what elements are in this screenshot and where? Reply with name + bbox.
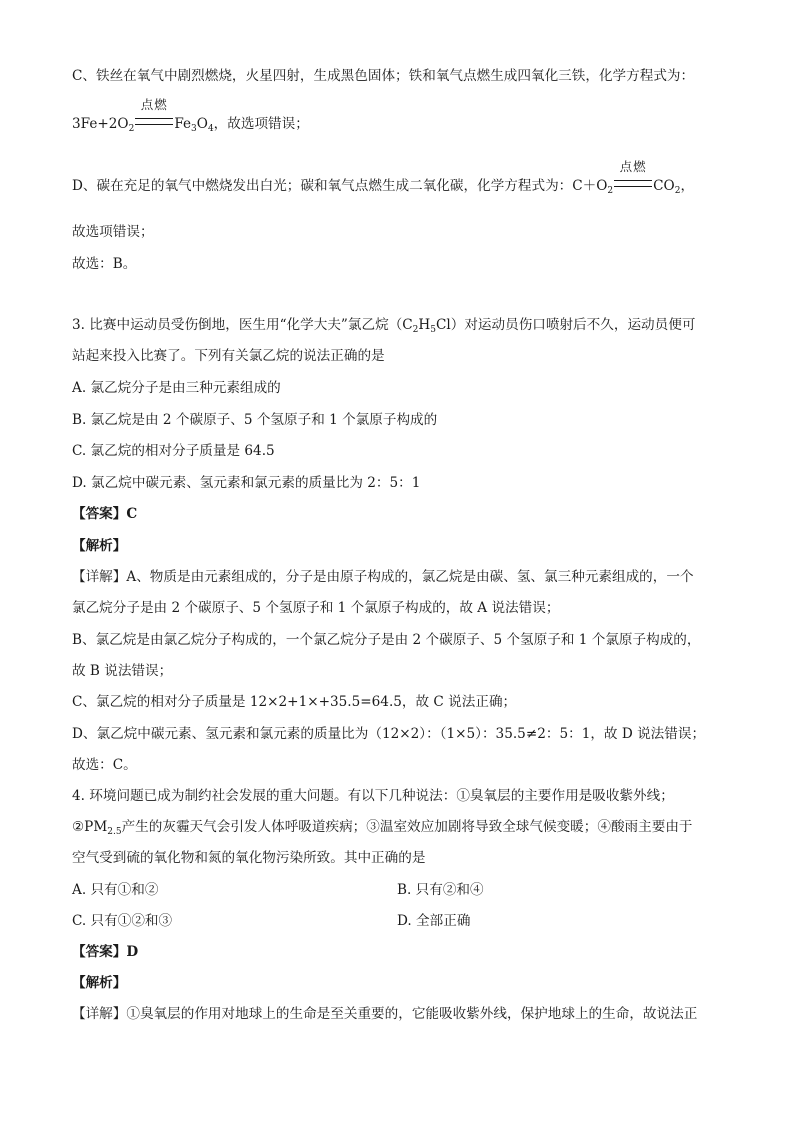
q3-option-a: A. 氯乙烷分子是由三种元素组成的 <box>72 380 281 396</box>
option-d-text: D、碳在充足的氧气中燃烧发出白光；碳和氧气点燃生成二氧化碳，化学方程式为： <box>72 178 573 194</box>
reaction-condition: 点燃 <box>619 159 647 174</box>
q3-detail-line: 故 B 说法错误； <box>72 663 173 679</box>
q4-answer: 【答案】D <box>72 944 139 960</box>
q3-stem-line1: 3. 比赛中运动员受伤倒地，医生用“化学大夫”氯乙烷$(C_2H_5Cl)$对运动员伤口喷射后不久，运动员便可 <box>72 317 696 335</box>
equation-rhs: $CO_2$ <box>653 178 681 196</box>
option-c-tail: ，故选项错误； <box>213 116 309 132</box>
reaction-arrow <box>614 159 652 196</box>
q4-option-b: B. 只有②和④ <box>397 882 484 898</box>
reaction-condition: 点燃 <box>140 97 168 112</box>
previous-choice: 故选：B。 <box>72 256 137 272</box>
q4-stem-line3: 空气受到硫的氧化物和氮的氧化物污染所致。其中正确的是 <box>72 850 426 866</box>
q3-option-c: C. 氯乙烷的相对分子质量是 64.5 <box>72 443 275 459</box>
equation-lhs: $3Fe+2O_2$ <box>72 116 135 134</box>
q3-answer: 【答案】C <box>72 506 138 522</box>
option-d-tail: ， <box>680 178 695 194</box>
option-d-line2: 故选项错误； <box>72 224 154 240</box>
q4-analysis-label: 【解析】 <box>72 975 127 991</box>
q3-option-d: D. 氯乙烷中碳元素、氢元素和氯元素的质量比为 2：5：1 <box>72 475 421 491</box>
equation-lhs: $C+O_2$ <box>572 178 614 196</box>
q4-stem-line1: 4. 环境问题已成为制约社会发展的重大问题。有以下几种说法：①臭氧层的主要作用是吸收紫外线； <box>72 788 674 804</box>
q3-detail-line: 【详解】A、物质是由元素组成的，分子是由原子构成的，氯乙烷是由碳、氢、氯三种元素组成的，一个 <box>72 569 694 585</box>
q4-option-d: D. 全部正确 <box>397 913 471 929</box>
q3-analysis-label: 【解析】 <box>72 538 127 554</box>
q3-stem-line2: 站起来投入比赛了。下列有关氯乙烷的说法正确的是 <box>72 348 385 364</box>
option-c-explanation <box>72 66 694 86</box>
q4-stem-line2: $②PM_{2.5}$产生的灰霾天气会引发人体呼吸道疾病；③温室效应加剧将导致全球气候变暖；④酸雨主要由于 <box>72 819 693 837</box>
reaction-arrow <box>135 97 173 134</box>
q4-option-c: C. 只有①②和③ <box>72 913 173 929</box>
q3-detail-line: C、氯乙烷的相对分子质量是 12×2+1×+35.5=64.5，故 C 说法正确； <box>72 694 517 710</box>
q4-detail-line: 【详解】①臭氧层的作用对地球上的生命是至关重要的，它能吸收紫外线，保护地球上的生命，故说法正 <box>72 1006 698 1022</box>
q3-option-b: B. 氯乙烷是由 2 个碳原子、5 个氢原子和 1 个氯原子构成的 <box>72 412 438 428</box>
q3-detail-line: 氯乙烷分子是由 2 个碳原子、5 个氢原子和 1 个氯原子构成的，故 A 说法错误； <box>72 600 560 616</box>
q4-option-a: A. 只有①和② <box>72 882 159 898</box>
equation-rhs: $Fe_3O_4$ <box>174 116 214 134</box>
option-d-explanation <box>72 159 695 201</box>
option-c-equation-line <box>72 97 309 139</box>
option-c-text: C、铁丝在氧气中剧烈燃烧，火星四射，生成黑色固体；铁和氧气点燃生成四氧化三铁，化学方程式为： <box>72 68 695 84</box>
q3-detail-line: 故选：C。 <box>72 757 137 773</box>
q3-detail-line: B、氯乙烷是由氯乙烷分子构成的，一个氯乙烷分子是由 2 个碳原子、5 个氢原子和 1 个氯原子构成的， <box>72 632 701 648</box>
q3-detail-line: D、氯乙烷中碳元素、氢元素和氯元素的质量比为（12×2）：（1×5）：35.5≠2：5：1，故 D 说法错误； <box>72 726 706 742</box>
